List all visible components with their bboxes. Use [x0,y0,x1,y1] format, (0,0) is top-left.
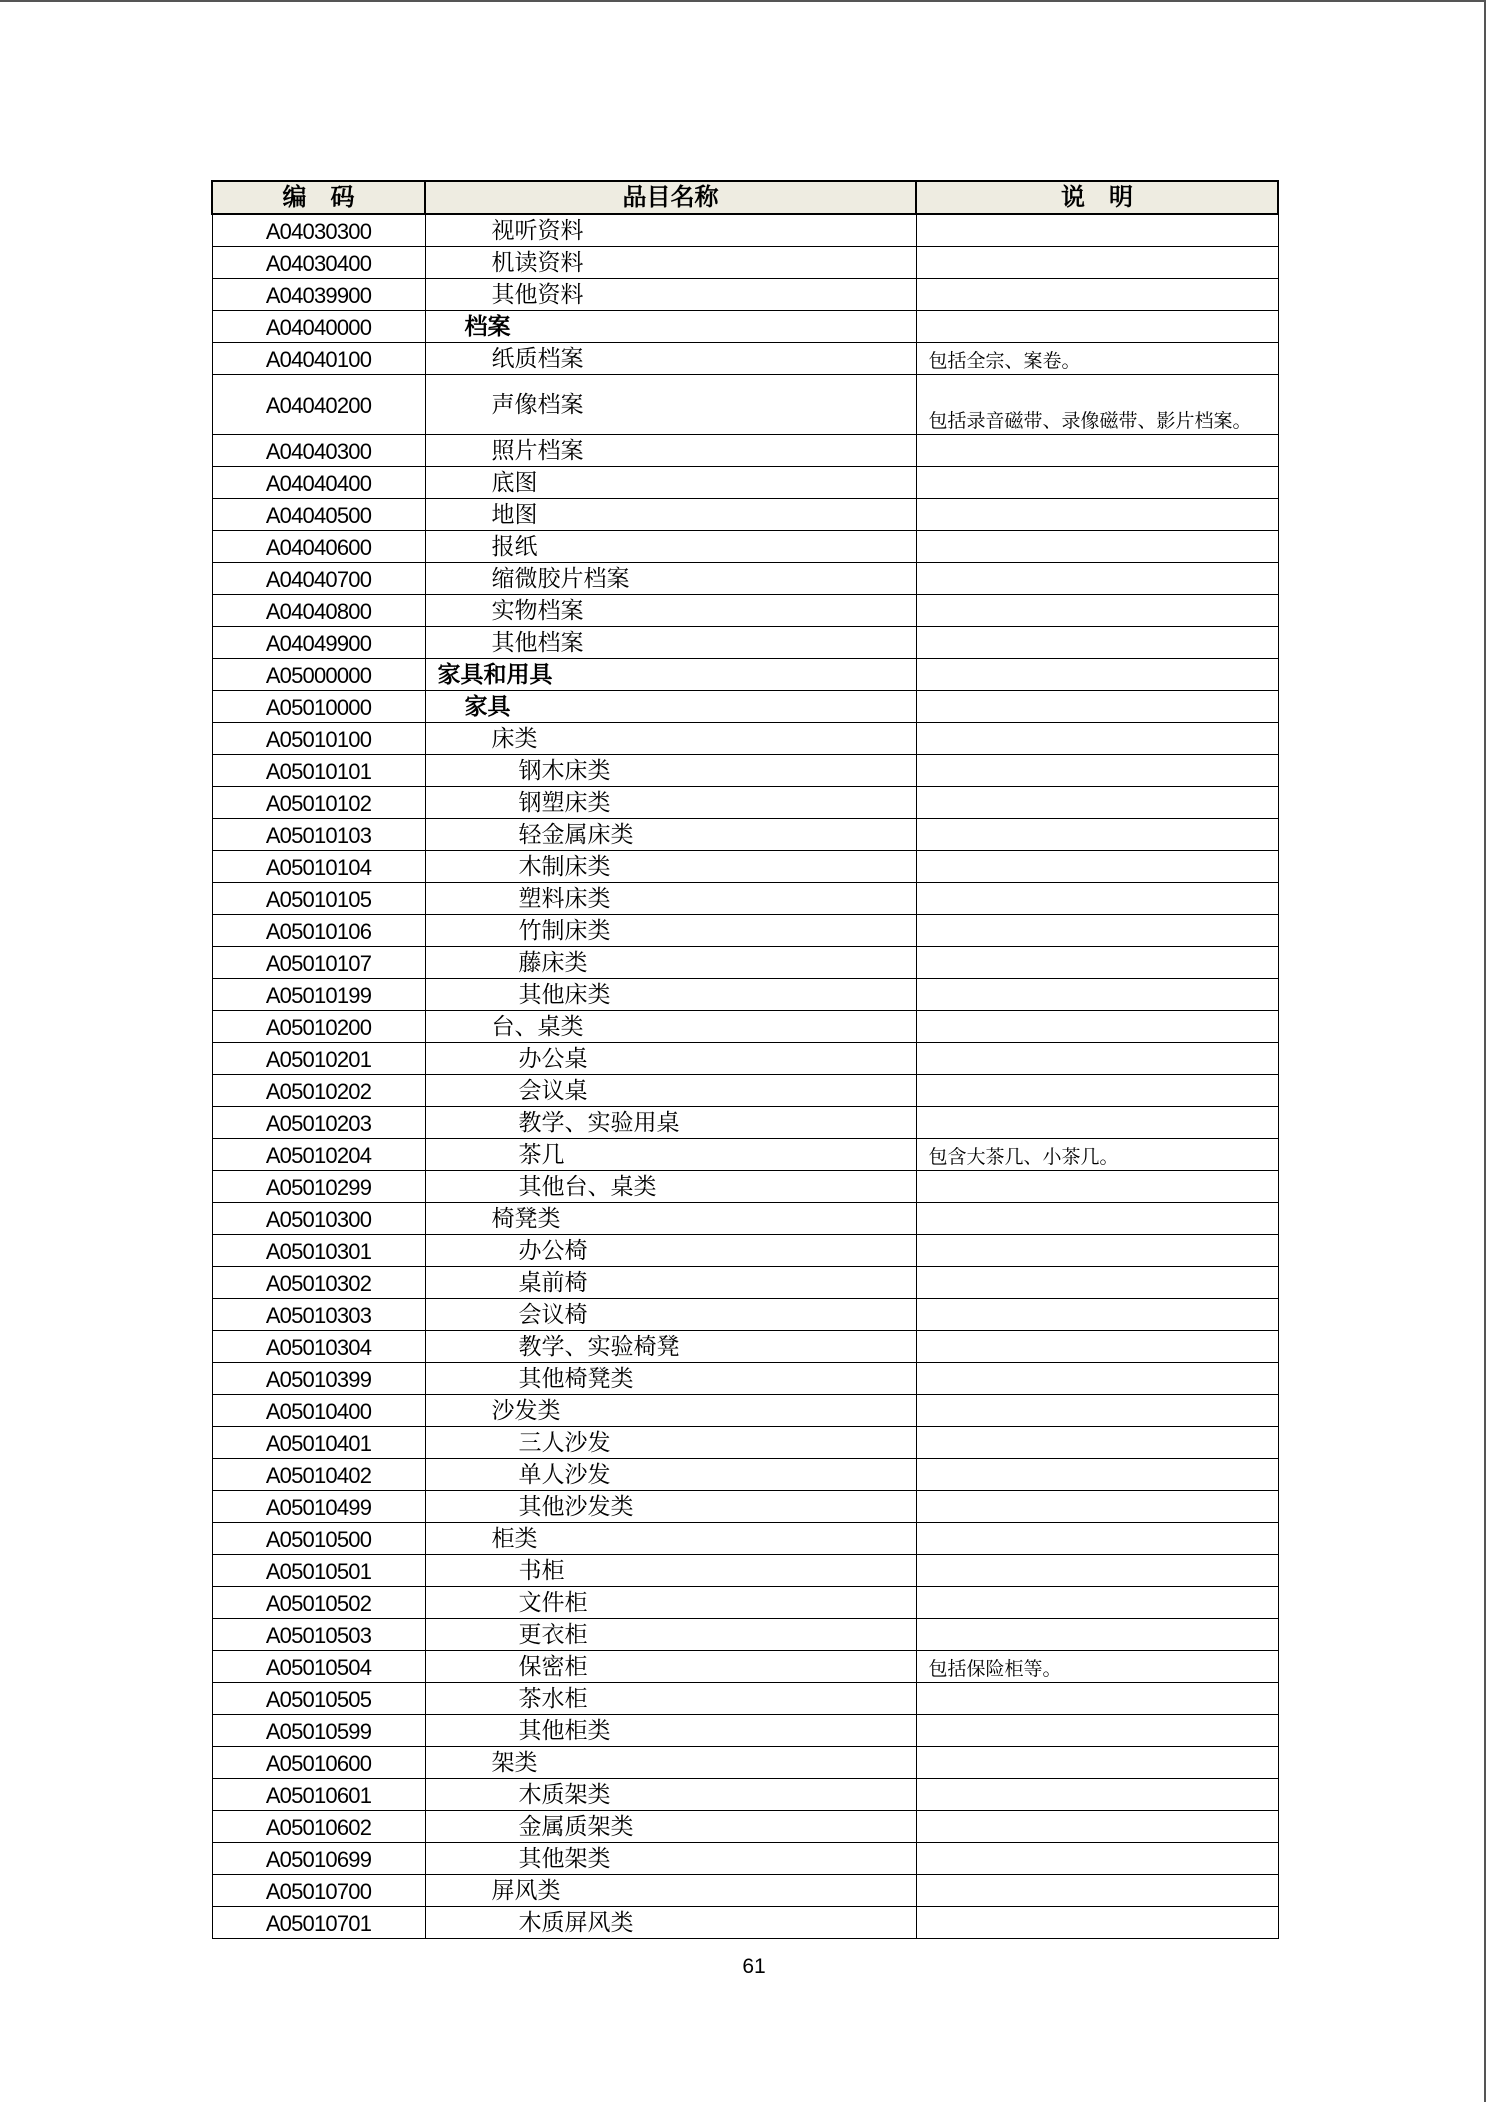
item-code: A05010701 [212,1907,425,1939]
item-name: 单人沙发 [425,1459,916,1491]
item-description [916,659,1278,691]
item-code: A05010105 [212,883,425,915]
item-code: A05010399 [212,1363,425,1395]
item-name: 钢塑床类 [425,787,916,819]
item-name: 会议桌 [425,1075,916,1107]
item-name: 其他柜类 [425,1715,916,1747]
table-row [212,1875,1278,1907]
item-description [916,247,1278,279]
item-description [916,627,1278,659]
item-name: 屏风类 [425,1875,916,1907]
item-code: A05010203 [212,1107,425,1139]
item-description [916,1715,1278,1747]
item-description [916,755,1278,787]
table-row [212,1555,1278,1587]
item-description [916,1427,1278,1459]
item-description: 包括录音磁带、录像磁带、影片档案。 [916,375,1278,435]
table-row [212,375,1278,435]
item-description [916,1011,1278,1043]
table-row [212,531,1278,563]
item-description [916,1907,1278,1939]
item-name: 办公椅 [425,1235,916,1267]
table-row [212,1075,1278,1107]
item-code: A05010000 [212,691,425,723]
item-name: 塑料床类 [425,883,916,915]
item-description [916,1619,1278,1651]
table-row [212,499,1278,531]
catalog-table [211,180,1279,1939]
table-row [212,915,1278,947]
item-description: 包含大茶几、小茶几。 [916,1139,1278,1171]
table-row [212,563,1278,595]
item-description [916,279,1278,311]
item-name: 椅凳类 [425,1203,916,1235]
item-name: 床类 [425,723,916,755]
item-description [916,499,1278,531]
table-row [212,723,1278,755]
item-name: 教学、实验用桌 [425,1107,916,1139]
table-row [212,883,1278,915]
item-code: A05010300 [212,1203,425,1235]
table-row [212,247,1278,279]
item-code: A05010700 [212,1875,425,1907]
item-code: A05010504 [212,1651,425,1683]
item-code: A05010601 [212,1779,425,1811]
item-description [916,1075,1278,1107]
item-code: A05010699 [212,1843,425,1875]
item-code: A05010200 [212,1011,425,1043]
item-description [916,787,1278,819]
table-row [212,1491,1278,1523]
table-row [212,1907,1278,1939]
table-row [212,755,1278,787]
item-description [916,1331,1278,1363]
table-row [212,1843,1278,1875]
item-code: A05010301 [212,1235,425,1267]
item-description [916,1747,1278,1779]
item-name: 台、桌类 [425,1011,916,1043]
item-name: 木质屏风类 [425,1907,916,1939]
item-name: 声像档案 [425,375,916,435]
item-description [916,1299,1278,1331]
table-row [212,1139,1278,1171]
table-row [212,1011,1278,1043]
item-name: 办公桌 [425,1043,916,1075]
table-body [212,214,1278,1939]
table-row [212,1331,1278,1363]
header-description: 说 明 [916,181,1278,214]
header-row [212,181,1278,214]
table-row [212,851,1278,883]
item-code: A05010499 [212,1491,425,1523]
item-name: 机读资料 [425,247,916,279]
item-name: 茶水柜 [425,1683,916,1715]
item-description [916,1523,1278,1555]
table-row [212,1235,1278,1267]
table-row [212,1523,1278,1555]
item-code: A04030400 [212,247,425,279]
item-name: 架类 [425,1747,916,1779]
item-description [916,851,1278,883]
item-code: A05010104 [212,851,425,883]
item-name: 底图 [425,467,916,499]
table-row [212,1619,1278,1651]
table-row [212,691,1278,723]
item-code: A04040000 [212,311,425,343]
table-row [212,467,1278,499]
item-description [916,1491,1278,1523]
item-name: 家具和用具 [425,659,916,691]
item-code: A04040400 [212,467,425,499]
item-code: A05010304 [212,1331,425,1363]
item-description [916,1843,1278,1875]
table-row [212,1683,1278,1715]
item-name: 其他台、桌类 [425,1171,916,1203]
table-row [212,279,1278,311]
item-name: 实物档案 [425,595,916,627]
item-name: 文件柜 [425,1587,916,1619]
item-name: 档案 [425,311,916,343]
item-description [916,467,1278,499]
table-row [212,343,1278,375]
item-description [916,1555,1278,1587]
table-row [212,311,1278,343]
item-name: 桌前椅 [425,1267,916,1299]
table-row [212,1811,1278,1843]
item-description [916,883,1278,915]
item-code: A05010302 [212,1267,425,1299]
table-row [212,595,1278,627]
table-row [212,1651,1278,1683]
item-code: A04040200 [212,375,425,435]
item-code: A05010400 [212,1395,425,1427]
item-code: A05010401 [212,1427,425,1459]
item-description [916,979,1278,1011]
item-name: 保密柜 [425,1651,916,1683]
item-name: 其他床类 [425,979,916,1011]
table-row [212,435,1278,467]
item-name: 教学、实验椅凳 [425,1331,916,1363]
item-name: 三人沙发 [425,1427,916,1459]
item-description [916,1267,1278,1299]
item-description [916,691,1278,723]
item-name: 木制床类 [425,851,916,883]
item-code: A05010199 [212,979,425,1011]
item-description [916,595,1278,627]
table-row [212,819,1278,851]
item-description [916,1363,1278,1395]
item-description [916,1811,1278,1843]
table-header [212,181,1278,214]
item-code: A04049900 [212,627,425,659]
table-row [212,214,1278,247]
item-code: A04040500 [212,499,425,531]
item-description [916,1587,1278,1619]
item-code: A05010501 [212,1555,425,1587]
item-name: 照片档案 [425,435,916,467]
item-name: 柜类 [425,1523,916,1555]
item-code: A05010101 [212,755,425,787]
item-name: 其他沙发类 [425,1491,916,1523]
item-description [916,214,1278,247]
item-name: 木质架类 [425,1779,916,1811]
item-description [916,1107,1278,1139]
item-description [916,1043,1278,1075]
item-name: 茶几 [425,1139,916,1171]
item-code: A04040800 [212,595,425,627]
item-name: 缩微胶片档案 [425,563,916,595]
table-row [212,1395,1278,1427]
table-row [212,627,1278,659]
item-name: 竹制床类 [425,915,916,947]
item-description [916,723,1278,755]
item-description [916,1875,1278,1907]
item-code: A05010107 [212,947,425,979]
item-code: A05010402 [212,1459,425,1491]
item-name: 地图 [425,499,916,531]
item-description [916,819,1278,851]
item-description [916,1203,1278,1235]
item-code: A05010202 [212,1075,425,1107]
item-code: A05010100 [212,723,425,755]
item-code: A05010502 [212,1587,425,1619]
item-code: A05010599 [212,1715,425,1747]
item-name: 书柜 [425,1555,916,1587]
item-name: 沙发类 [425,1395,916,1427]
table-row [212,1043,1278,1075]
item-description: 包括保险柜等。 [916,1651,1278,1683]
table-row [212,979,1278,1011]
item-description [916,1171,1278,1203]
item-description [916,435,1278,467]
table-row [212,1715,1278,1747]
table-row [212,1171,1278,1203]
item-name: 钢木床类 [425,755,916,787]
item-description [916,1235,1278,1267]
table-row [212,659,1278,691]
item-code: A05010600 [212,1747,425,1779]
item-name: 报纸 [425,531,916,563]
table-row [212,1427,1278,1459]
item-description [916,947,1278,979]
item-name: 更衣柜 [425,1619,916,1651]
item-code: A04030300 [212,214,425,247]
table-row [212,1363,1278,1395]
item-code: A05010204 [212,1139,425,1171]
page-number: 61 [742,1955,766,1978]
item-code: A05010201 [212,1043,425,1075]
table-row [212,1587,1278,1619]
item-code: A04040700 [212,563,425,595]
item-code: A05010303 [212,1299,425,1331]
item-code: A04040100 [212,343,425,375]
item-name: 会议椅 [425,1299,916,1331]
item-name: 家具 [425,691,916,723]
item-name: 其他架类 [425,1843,916,1875]
table-row [212,947,1278,979]
item-description [916,531,1278,563]
item-name: 其他资料 [425,279,916,311]
item-code: A05010103 [212,819,425,851]
table-row [212,1267,1278,1299]
item-code: A05010503 [212,1619,425,1651]
item-code: A05000000 [212,659,425,691]
table-row [212,1747,1278,1779]
item-code: A05010602 [212,1811,425,1843]
item-description [916,1683,1278,1715]
item-code: A05010106 [212,915,425,947]
table-row [212,1107,1278,1139]
header-code: 编 码 [212,181,425,214]
item-code: A05010505 [212,1683,425,1715]
item-code: A04040600 [212,531,425,563]
item-description [916,311,1278,343]
table-row [212,1299,1278,1331]
item-name: 轻金属床类 [425,819,916,851]
table-row [212,1459,1278,1491]
item-description [916,563,1278,595]
item-name: 金属质架类 [425,1811,916,1843]
table-row [212,1779,1278,1811]
item-code: A04039900 [212,279,425,311]
item-code: A04040300 [212,435,425,467]
table-row [212,787,1278,819]
item-description [916,1395,1278,1427]
item-name: 纸质档案 [425,343,916,375]
table-row [212,1203,1278,1235]
item-code: A05010299 [212,1171,425,1203]
item-description [916,915,1278,947]
item-name: 其他椅凳类 [425,1363,916,1395]
item-description: 包括全宗、案卷。 [916,343,1278,375]
item-name: 藤床类 [425,947,916,979]
item-code: A05010102 [212,787,425,819]
header-item-name: 品目名称 [425,181,916,214]
item-code: A05010500 [212,1523,425,1555]
item-description [916,1459,1278,1491]
item-name: 其他档案 [425,627,916,659]
item-description [916,1779,1278,1811]
item-name: 视听资料 [425,214,916,247]
